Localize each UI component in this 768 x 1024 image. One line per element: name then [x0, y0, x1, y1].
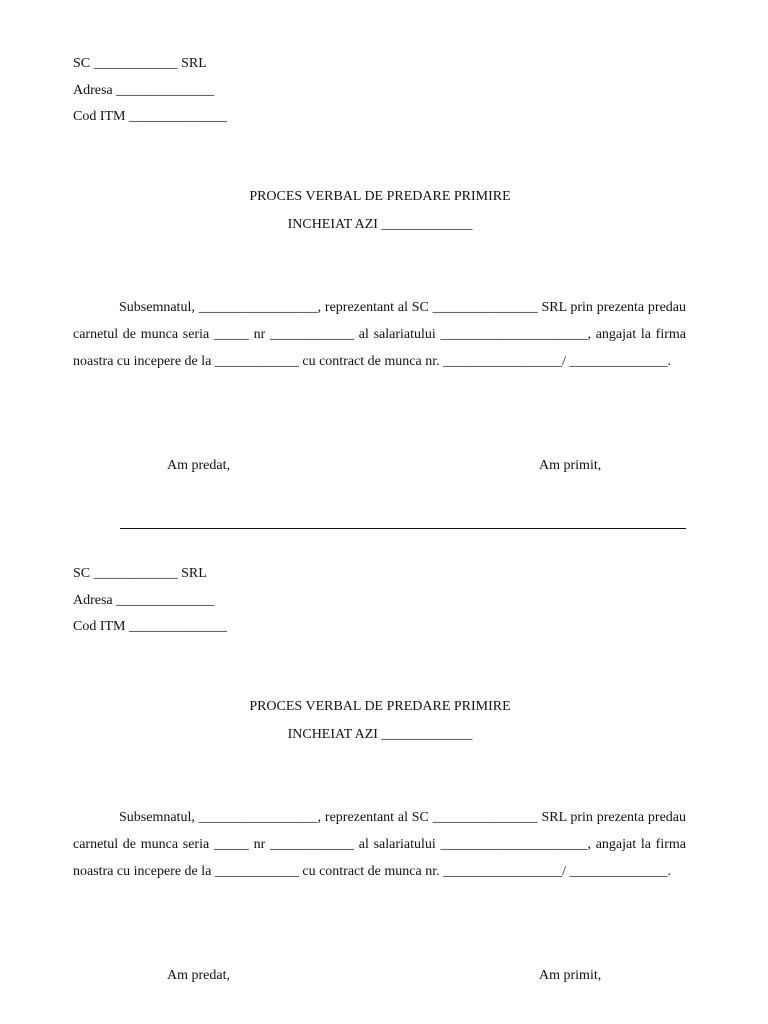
signature-handed-over: Am predat, [167, 968, 230, 983]
body-text: Subsemnatul, _________________, reprezentant al SC _______________ SRL prin prezenta predau carnetul de munca seria _____ nr ____________ al salariatului _____________________, angajat la firma noastra cu incepere de la ____________ cu contract de munca nr. _________________/ ______________. [73, 810, 690, 879]
document-date-line: INCHEIAT AZI _____________ [287, 727, 473, 742]
address-line: Adresa ______________ [73, 83, 215, 98]
itm-code-line: Cod ITM ______________ [73, 619, 227, 634]
address-line: Adresa ______________ [73, 593, 215, 608]
company-line: SC ____________ SRL [73, 56, 207, 71]
handover-form-1 [0, 0, 768, 500]
itm-code-line: Cod ITM ______________ [73, 109, 227, 124]
document-title: PROCES VERBAL DE PREDARE PRIMIRE [249, 189, 511, 204]
document-date-line: INCHEIAT AZI _____________ [287, 217, 473, 232]
signature-received: Am primit, [539, 968, 602, 983]
signature-handed-over: Am predat, [167, 458, 230, 473]
body-paragraph [73, 294, 690, 375]
document-title: PROCES VERBAL DE PREDARE PRIMIRE [249, 699, 511, 714]
body-paragraph [73, 804, 690, 885]
body-text: Subsemnatul, _________________, reprezentant al SC _______________ SRL prin prezenta predau carnetul de munca seria _____ nr ____________ al salariatului _____________________, angajat la firma noastra cu incepere de la ____________ cu contract de munca nr. _________________/ ______________. [73, 300, 690, 369]
handover-form-2 [0, 510, 768, 1010]
signature-received: Am primit, [539, 458, 602, 473]
company-line: SC ____________ SRL [73, 566, 207, 581]
